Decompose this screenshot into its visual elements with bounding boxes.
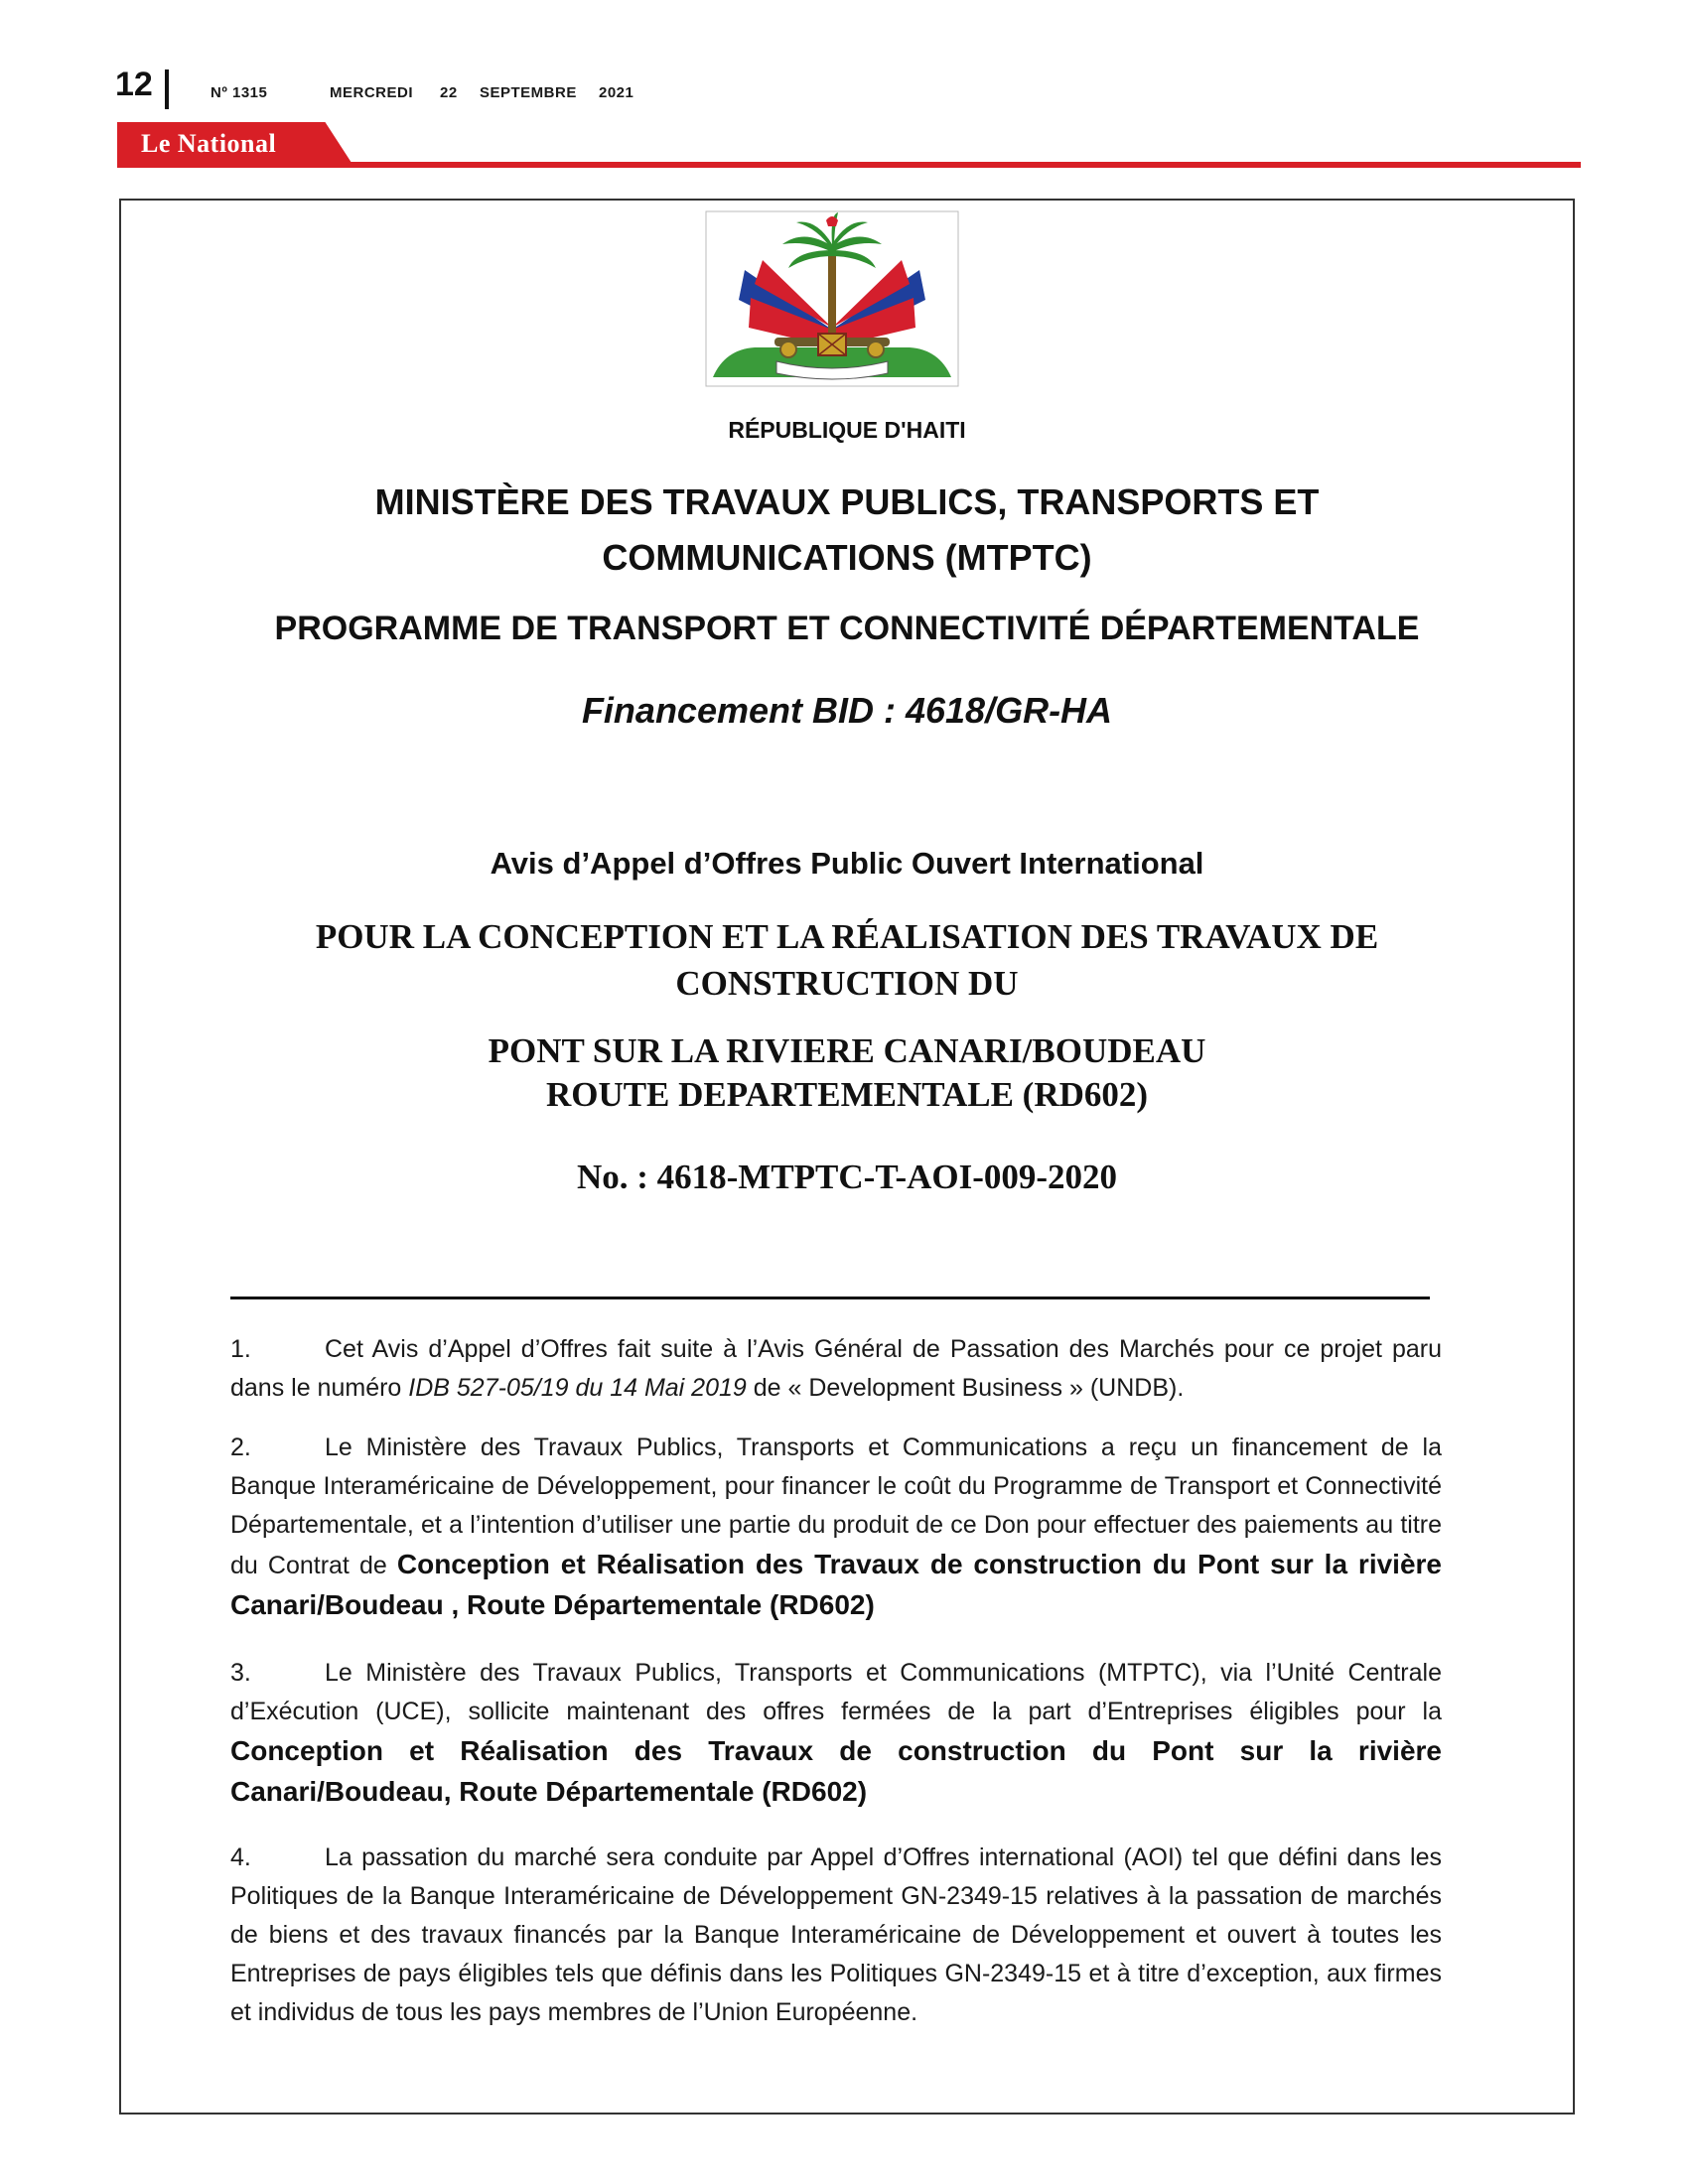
paragraph-number: 2. [230,1433,251,1461]
paragraph-bold-text: Conception et Réalisation des Travaux de construction du Pont sur la rivière Canari/Boudeau , Route Départementale (RD602) [230,1549,1443,1620]
paragraph-text: Le Ministère des Travaux Publics, Transports et Communications (MTPTC), via l’Unité Centrale d’Exécution (UCE), sollicite maintenant des offres fermées de la part d’Entreprises éligibles pour la [230,1659,1442,1725]
paragraph-number: 3. [230,1659,251,1687]
issue-number: Nº 1315 [211,84,268,101]
haiti-coat-of-arms-icon [705,210,959,387]
date-weekday: MERCREDI [330,84,414,101]
section-divider [230,1297,1430,1299]
page-number-divider [165,69,169,109]
ministry-line-2: COMMUNICATIONS (MTPTC) [602,537,1092,578]
newspaper-brand: Le National [141,129,277,158]
page-number: 12 [115,66,153,103]
paragraph-bold-text: Conception et Réalisation des Travaux de construction du Pont sur la rivière Canari/Boudeau, Route Départementale (RD602) [230,1735,1442,1807]
paragraph-4 [230,1839,1442,2032]
financing-line: Financement BID : 4618/GR-HA [581,690,1113,731]
paragraph-3 [230,1654,1442,1813]
purpose-heading [119,913,1575,1007]
programme-heading: PROGRAMME DE TRANSPORT ET CONNECTIVITÉ DÉPARTEMENTALE [274,610,1420,647]
paragraph-1 [230,1330,1442,1408]
ministry-line-1: MINISTÈRE DES TRAVAUX PUBLICS, TRANSPORTS ET [374,481,1320,522]
date-day-number: 22 [440,84,458,101]
date-month: SEPTEMBRE [480,84,577,101]
paragraph-2 [230,1429,1442,1626]
notice-type-heading: Avis d’Appel d’Offres Public Ouvert International [490,846,1204,881]
reference-number: No. : 4618-MTPTC-T-AOI-009-2020 [576,1158,1118,1196]
paragraph-italic-text: IDB 527-05/19 du 14 Mai 2019 [408,1374,747,1402]
purpose-line-2: CONSTRUCTION DU [675,964,1019,1003]
paragraph-text: La passation du marché sera conduite par Appel d’Offres international (AOI) tel que défini dans les Politiques de la Banque Interaméricaine de Développement GN-2349-15 relatives à la passation de marchés de biens et des travaux financés par la Banque Interaméricaine de Développement et ouvert à toutes les Entreprises de pays éligibles tels que définis dans les Politiques GN-2349-15 et à titre d’exception, aux firmes et individus de tous les pays membres de l’Union Européenne. [230,1843,1442,2026]
paragraph-text: Cet Avis d’Appel d’Offres fait suite à l’Avis Général de Passation des Marchés pour ce projet paru dans le numéro [230,1335,1442,1402]
paragraph-number: 1. [230,1335,251,1363]
purpose-line-1: POUR LA CONCEPTION ET LA RÉALISATION DES TRAVAUX DE [315,917,1379,956]
bridge-line-2: ROUTE DEPARTEMENTALE (RD602) [545,1075,1149,1114]
paragraph-text: Le Ministère des Travaux Publics, Transports et Communications a reçu un financement de la Banque Interaméricaine de Développement, pour financer le coût du Programme de Transport et Connectivité Départementale, et a l’intention d’utiliser une partie du produit de ce Don pour effectuer des paiements au titre du Contrat de [230,1433,1442,1579]
paragraph-number: 4. [230,1843,251,1871]
ministry-heading [119,475,1575,586]
header-rule [117,162,1581,168]
republic-heading: RÉPUBLIQUE D'HAITI [728,417,966,443]
date-year: 2021 [599,84,634,101]
bridge-line-1: PONT SUR LA RIVIERE CANARI/BOUDEAU [488,1031,1206,1070]
paragraph-text: de « Development Business » (UNDB). [746,1374,1185,1402]
bridge-heading [119,1029,1575,1117]
